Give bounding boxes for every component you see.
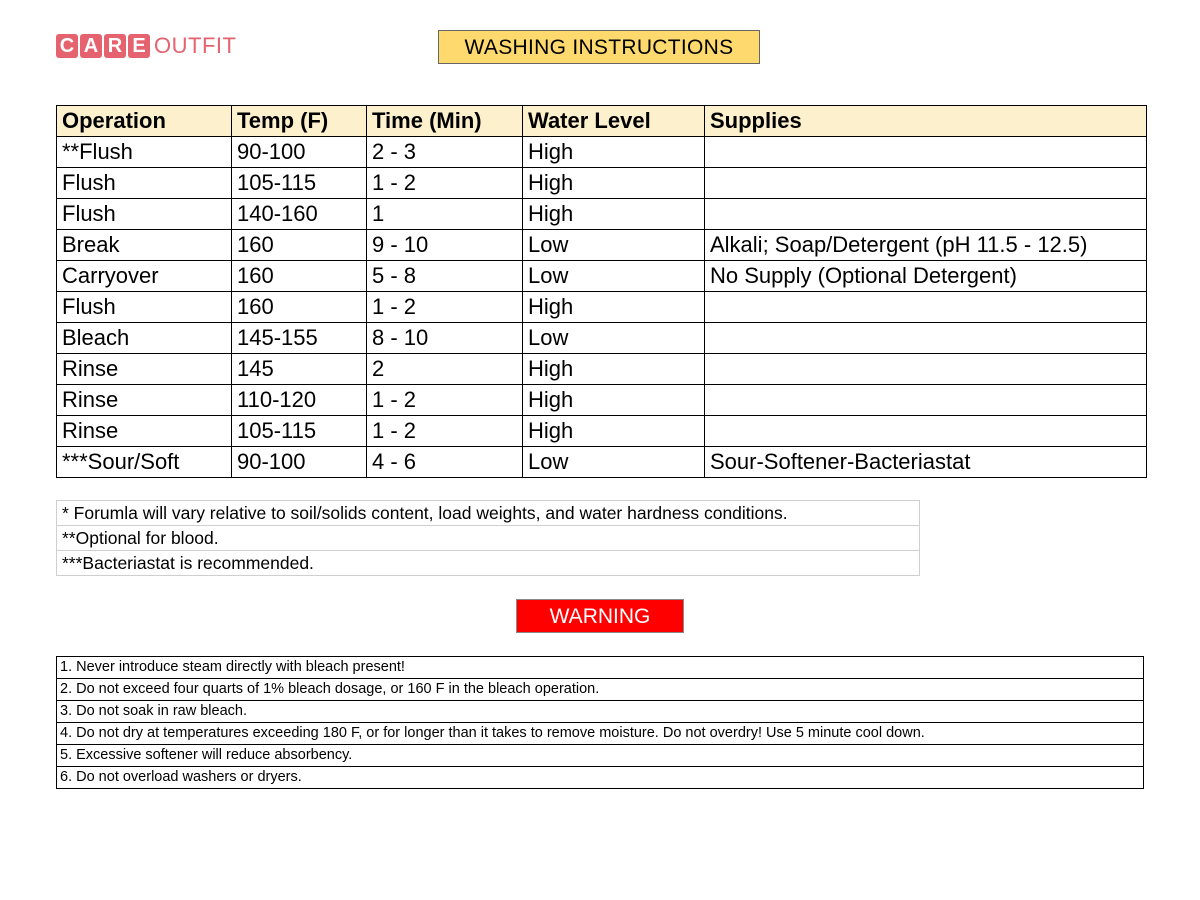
supplies-cell: [705, 323, 1147, 354]
warning-row: [57, 723, 1144, 745]
header-supplies: Supplies: [705, 106, 1147, 137]
operation-cell: Flush: [57, 199, 232, 230]
table-row: [57, 261, 1147, 292]
time-cell: 2 - 3: [367, 137, 523, 168]
water-level-cell: Low: [523, 230, 705, 261]
supplies-cell: [705, 385, 1147, 416]
temp-cell: 145-155: [232, 323, 367, 354]
warning-row: [57, 767, 1144, 789]
logo-letter: C: [56, 34, 78, 58]
logo-text: OUTFIT: [154, 33, 237, 58]
temp-cell: 105-115: [232, 416, 367, 447]
warning-row: [57, 657, 1144, 679]
water-level-cell: High: [523, 168, 705, 199]
operation-cell: Flush: [57, 292, 232, 323]
warning-text: 3. Do not soak in raw bleach.: [57, 701, 1144, 723]
operation-cell: Bleach: [57, 323, 232, 354]
time-cell: 1 - 2: [367, 292, 523, 323]
temp-cell: 160: [232, 292, 367, 323]
water-level-cell: High: [523, 199, 705, 230]
header-temp: Temp (F): [232, 106, 367, 137]
water-level-cell: Low: [523, 447, 705, 478]
water-level-cell: High: [523, 292, 705, 323]
warning-row: [57, 679, 1144, 701]
supplies-cell: [705, 199, 1147, 230]
water-level-cell: High: [523, 385, 705, 416]
note-text: **Optional for blood.: [57, 526, 920, 551]
operation-cell: Carryover: [57, 261, 232, 292]
table-header-row: [57, 106, 1147, 137]
warning-row: [57, 745, 1144, 767]
note-text: * Forumla will vary relative to soil/solids content, load weights, and water hardness conditions.: [57, 501, 920, 526]
warning-text: 1. Never introduce steam directly with bleach present!: [57, 657, 1144, 679]
supplies-cell: Alkali; Soap/Detergent (pH 11.5 - 12.5): [705, 230, 1147, 261]
warning-text: 5. Excessive softener will reduce absorbency.: [57, 745, 1144, 767]
warning-text: 4. Do not dry at temperatures exceeding 180 F, or for longer than it takes to remove moisture. Do not overdry! Use 5 minute cool down.: [57, 723, 1144, 745]
temp-cell: 160: [232, 261, 367, 292]
supplies-cell: [705, 168, 1147, 199]
time-cell: 5 - 8: [367, 261, 523, 292]
warning-text: 2. Do not exceed four quarts of 1% bleach dosage, or 160 F in the bleach operation.: [57, 679, 1144, 701]
temp-cell: 160: [232, 230, 367, 261]
note-row: [57, 501, 920, 526]
note-row: [57, 551, 920, 576]
warning-row: [57, 701, 1144, 723]
table-row: [57, 168, 1147, 199]
header-water-level: Water Level: [523, 106, 705, 137]
header-time: Time (Min): [367, 106, 523, 137]
note-row: [57, 526, 920, 551]
temp-cell: 145: [232, 354, 367, 385]
supplies-cell: Sour-Softener-Bacteriastat: [705, 447, 1147, 478]
table-row: [57, 385, 1147, 416]
table-row: [57, 137, 1147, 168]
page-title: WASHING INSTRUCTIONS: [438, 30, 760, 64]
warning-text: 6. Do not overload washers or dryers.: [57, 767, 1144, 789]
time-cell: 1 - 2: [367, 416, 523, 447]
time-cell: 1: [367, 199, 523, 230]
operation-cell: Rinse: [57, 354, 232, 385]
table-row: [57, 199, 1147, 230]
water-level-cell: Low: [523, 261, 705, 292]
time-cell: 1 - 2: [367, 168, 523, 199]
washing-instructions-table: [56, 105, 1147, 478]
logo-letter: A: [80, 34, 102, 58]
operation-cell: Flush: [57, 168, 232, 199]
careoutfit-logo: [56, 34, 236, 58]
water-level-cell: High: [523, 354, 705, 385]
supplies-cell: [705, 416, 1147, 447]
note-text: ***Bacteriastat is recommended.: [57, 551, 920, 576]
time-cell: 4 - 6: [367, 447, 523, 478]
logo-letter: E: [128, 34, 150, 58]
header-operation: Operation: [57, 106, 232, 137]
table-row: [57, 230, 1147, 261]
supplies-cell: [705, 354, 1147, 385]
logo-letter: R: [104, 34, 126, 58]
table-row: [57, 416, 1147, 447]
temp-cell: 110-120: [232, 385, 367, 416]
operation-cell: Break: [57, 230, 232, 261]
temp-cell: 90-100: [232, 447, 367, 478]
table-row: [57, 292, 1147, 323]
table-row: [57, 447, 1147, 478]
notes-table: [56, 500, 920, 576]
temp-cell: 90-100: [232, 137, 367, 168]
water-level-cell: High: [523, 416, 705, 447]
operation-cell: ***Sour/Soft: [57, 447, 232, 478]
time-cell: 9 - 10: [367, 230, 523, 261]
time-cell: 8 - 10: [367, 323, 523, 354]
table-row: [57, 354, 1147, 385]
temp-cell: 140-160: [232, 199, 367, 230]
warnings-table: [56, 656, 1144, 789]
water-level-cell: High: [523, 137, 705, 168]
operation-cell: Rinse: [57, 385, 232, 416]
supplies-cell: No Supply (Optional Detergent): [705, 261, 1147, 292]
supplies-cell: [705, 137, 1147, 168]
warning-label: WARNING: [516, 599, 684, 633]
time-cell: 2: [367, 354, 523, 385]
operation-cell: Rinse: [57, 416, 232, 447]
supplies-cell: [705, 292, 1147, 323]
operation-cell: **Flush: [57, 137, 232, 168]
time-cell: 1 - 2: [367, 385, 523, 416]
table-body: [57, 137, 1147, 478]
table-row: [57, 323, 1147, 354]
water-level-cell: Low: [523, 323, 705, 354]
temp-cell: 105-115: [232, 168, 367, 199]
